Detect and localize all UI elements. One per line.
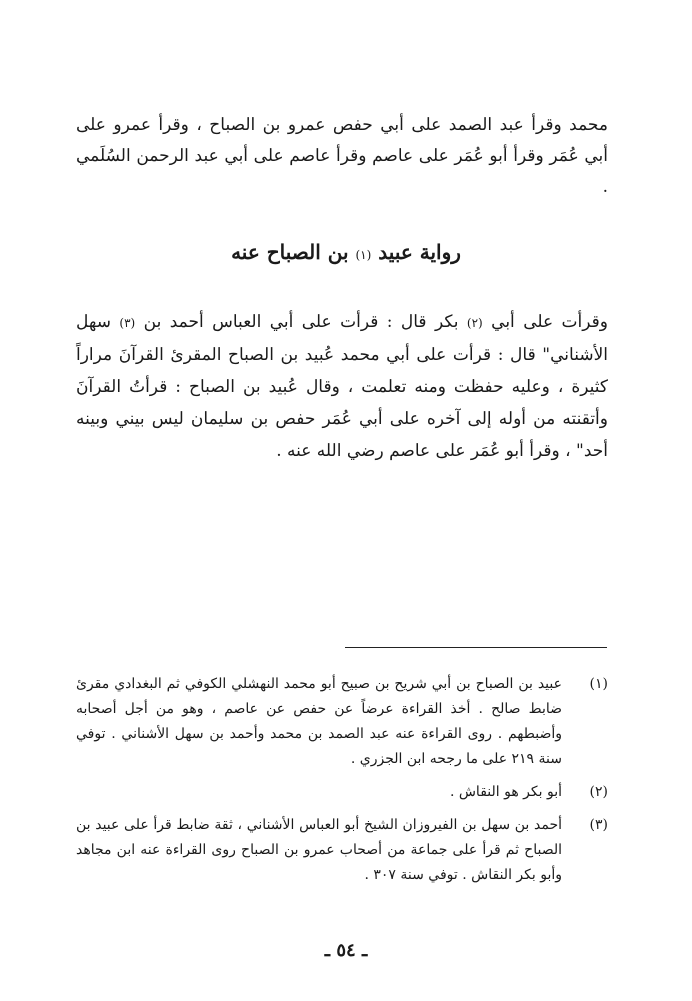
main-segment-1: وقرأت على أبي (491, 312, 608, 332)
footnote-number: (٢) (589, 784, 608, 800)
footnote-number: (٣) (589, 817, 608, 833)
heading-part-1: رواية عبيد (378, 240, 461, 264)
section-heading (0, 240, 692, 264)
footnote-3 (76, 813, 608, 888)
main-footnote-ref-3: (٣) (119, 316, 136, 330)
footnote-2 (76, 780, 608, 805)
main-segment-2: بكر قال : قرأت على أبي العباس أحمد بن (143, 312, 459, 332)
intro-paragraph: محمد وقرأ عبد الصمد على أبي حفص عمرو بن الصباح ، وقرأ عمرو على أبي عُمَر وقرأ أبو عُمَر على عاصم وقرأ عاصم على أبي عبد الرحمن السُلَمي . (76, 115, 608, 197)
footnote-number: (١) (589, 676, 608, 692)
page-number: ـ ٥٤ ـ (324, 940, 368, 961)
footnotes (76, 672, 608, 896)
heading-part-2: بن الصباح عنه (231, 240, 349, 264)
footnote-text: عبيد بن الصباح بن أبي شريح بن صبيح أبو محمد النهشلي الكوفي ثم البغدادي مقرئ ضابط صالح . أخذ القراءة عرضاً عن حفص عن عاصم ، وهو من أجل أصحابه وأضبطهم . روى القراءة عنه عبد الصمد بن محمد وأحمد بن سهل الأشناني . توفي سنة ٢١٩ على ما رجحه ابن الجزري . (76, 676, 562, 767)
main-paragraph (76, 306, 608, 467)
heading-footnote-ref: (١) (355, 248, 372, 262)
footnote-divider (345, 647, 607, 648)
main-footnote-ref-2: (٢) (466, 316, 483, 330)
footnote-text: أحمد بن سهل بن الفيروزان الشيخ أبو العباس الأشناني ، ثقة ضابط قرأ على عبيد بن الصباح ثم قرأ على جماعة من أصحاب عمرو بن الصباح روى القراءة عنه ابن مجاهد وأبو بكر النقاش . توفي سنة ٣٠٧ . (76, 817, 562, 883)
main-segment-3: سهل الأشناني" قال : قرأت على أبي محمد عُبيد بن الصباح المقرئ القرآنَ مراراً كثيرة ، وعليه حفظت ومنه تعلمت ، وقال عُبيد بن الصباح : قرأتُ القرآنَ وأتقنته من أوله إلى آخره على أبي عُمَر حفص بن سليمان ليس بيني وبينه أحد" ، وقرأ أبو عُمَر على عاصم رضي الله عنه . (76, 312, 608, 461)
footnote-1 (76, 672, 608, 772)
footnote-text: أبو بكر هو النقاش . (449, 784, 562, 800)
